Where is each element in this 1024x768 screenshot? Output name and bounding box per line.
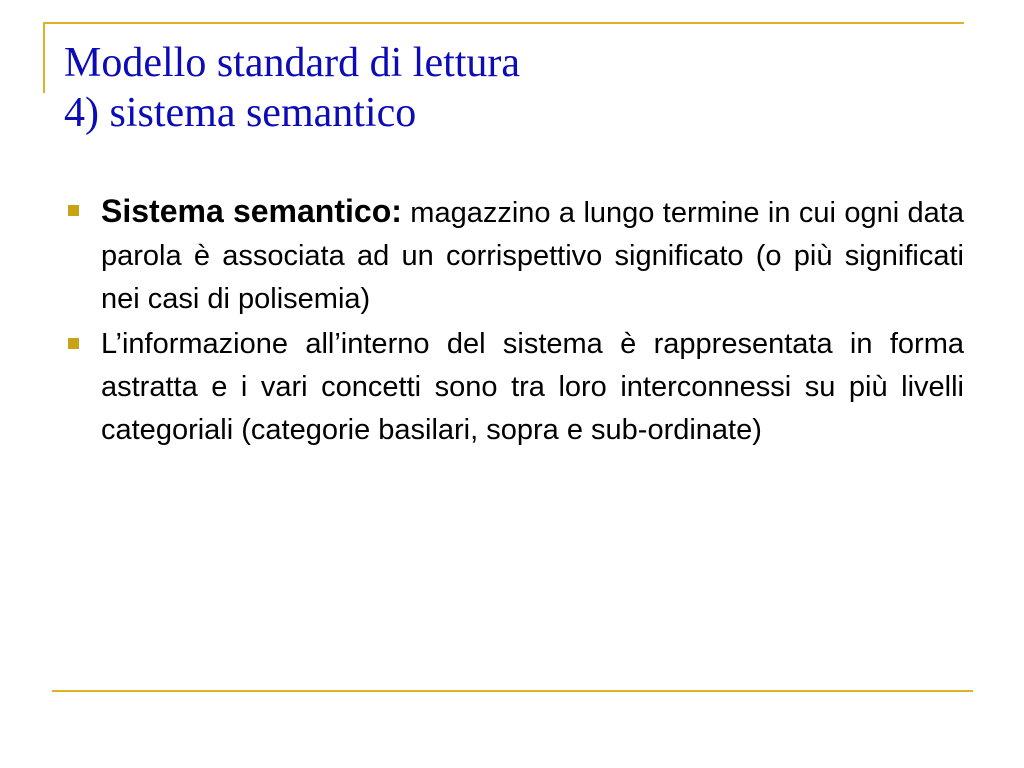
bullet-body-1: magazzino a lungo termine in cui ogni data parola è associata ad un corrispettivo significato (o più significati nei casi di polisemia) [101,197,964,315]
bullet-list [64,190,964,454]
top-divider-line [43,22,964,24]
slide-title [64,38,520,138]
square-bullet-icon [68,338,79,349]
bottom-divider-line [52,690,973,692]
title-line-2: 4) sistema semantico [64,90,417,136]
bullet-item-2 [64,323,964,452]
bullet-lead-1: Sistema semantico: [101,193,402,229]
title-line-1: Modello standard di lettura [64,40,521,86]
bullet-text-1 [101,190,964,321]
bullet-item-1 [64,190,964,321]
left-accent-line [43,22,45,93]
square-bullet-icon [68,205,79,216]
bullet-text-2 [101,323,964,452]
bullet-body-2: L’informazione all’interno del sistema è rappresentata in forma astratta e i vari concetti sono tra loro interconnessi su più livelli categoriali (categorie basilari, sopra e sub-ordinate) [101,328,964,446]
